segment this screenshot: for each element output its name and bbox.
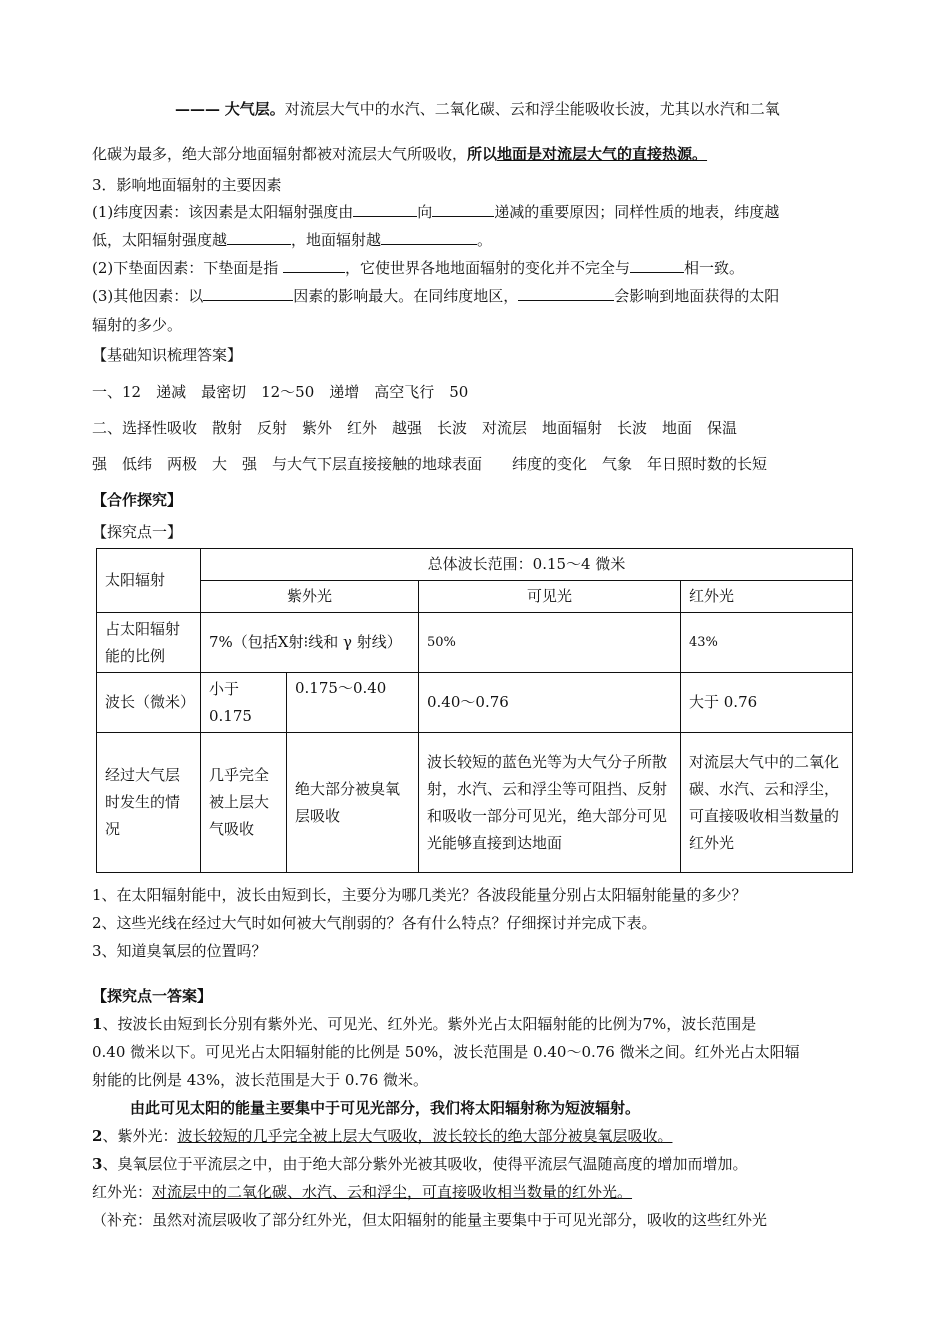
answer1-line-ir bbox=[92, 1182, 632, 1202]
answer1-ir-label: 红外光： bbox=[92, 1183, 153, 1201]
label-effect: 经过大气层时发生的情况 bbox=[97, 733, 201, 873]
question-2: 2、这些光线在经过大气时如何被大气削弱的？各有什么特点？仔细探讨并完成下表。 bbox=[92, 914, 657, 932]
answers-row-3: 强 低纬 两极 大 强 与大气下层直接接触的地球表面 纬度的变化 气象 年日照时数的长短 bbox=[92, 455, 768, 473]
table-row bbox=[97, 733, 853, 873]
header-total-range: 总体波长范围：0.15～4 微米 bbox=[201, 549, 853, 581]
p1-text-f: 。 bbox=[477, 231, 493, 249]
intro-emphasis: 所以 bbox=[467, 145, 498, 163]
table-row bbox=[97, 581, 853, 613]
answers-title: 【基础知识梳理答案】 bbox=[92, 346, 243, 364]
blank-7[interactable] bbox=[203, 286, 293, 301]
wave-ir: 大于 0.76 bbox=[681, 673, 853, 733]
p1-text-a: (1)纬度因素：该因素是太阳辐射强度由 bbox=[92, 203, 354, 221]
table-row bbox=[97, 549, 853, 581]
p1-text-d: 低，太阳辐射强度越 bbox=[92, 231, 228, 249]
p3-text-c: 会影响到地面获得的太阳 bbox=[614, 287, 780, 305]
header-solar-radiation: 太阳辐射 bbox=[97, 549, 201, 613]
answer1-text-1: 、按波长由短到长分别有紫外光、可见光、红外光。紫外光占太阳辐射能的比例为7%，波长范围是 bbox=[102, 1015, 757, 1033]
blank-6[interactable] bbox=[630, 258, 684, 273]
section3-p2 bbox=[92, 258, 744, 278]
effect-uv-short: 几乎完全被上层大气吸收 bbox=[201, 733, 287, 873]
answer1-uv-label: 、紫外光： bbox=[102, 1127, 178, 1145]
header-ir: 红外光 bbox=[681, 581, 853, 613]
answer1-num-1: 1 bbox=[92, 1015, 103, 1033]
p3-text-b: 因素的影响最大。在同纬度地区， bbox=[293, 287, 519, 305]
intro-key-statement: 地面是对流层大气的直接热源。 bbox=[497, 145, 708, 163]
share-uv: 7%（包括X射⁝线和 γ 射线） bbox=[201, 613, 419, 673]
share-visible: 50% bbox=[419, 613, 681, 673]
intro-heading: 大气层。 bbox=[224, 100, 285, 118]
p2-text-c: 相一致。 bbox=[684, 259, 745, 277]
answer1-uv-text: 波长较短的几乎完全被上层大气吸收，波长较长的绝大部分被臭氧层吸收。 bbox=[177, 1127, 673, 1145]
wave-uv-long: 0.175～0.40 bbox=[287, 673, 419, 733]
table-row bbox=[97, 613, 853, 673]
header-visible: 可见光 bbox=[419, 581, 681, 613]
cooperate-title: 【合作探究】 bbox=[92, 491, 183, 509]
answer1-num-2: 2 bbox=[92, 1127, 103, 1145]
effect-uv-long: 绝大部分被臭氧层吸收 bbox=[287, 733, 419, 873]
intro-dash: ——— bbox=[175, 100, 220, 118]
section3-p1-line1 bbox=[92, 202, 779, 222]
answer1-line-1 bbox=[92, 1014, 756, 1034]
p1-text-c: 递减的重要原因；同样性质的地表，纬度越 bbox=[494, 203, 780, 221]
answer1-title: 【探究点一答案】 bbox=[92, 987, 213, 1005]
section3-title: 3．影响地面辐射的主要因素 bbox=[92, 176, 282, 194]
answer1-line-ozone bbox=[92, 1154, 747, 1174]
answer1-num-3: 3 bbox=[92, 1155, 103, 1173]
answer1-ir-text: 对流层中的二氧化碳、水汽、云和浮尘，可直接吸收相当数量的红外光。 bbox=[152, 1183, 633, 1201]
blank-3[interactable] bbox=[227, 230, 291, 245]
answer1-line-3: 射能的比例是 43%，波长范围是大于 0.76 微米。 bbox=[92, 1071, 429, 1089]
answer1-line-uv bbox=[92, 1126, 672, 1146]
section3-p3-line2: 辐射的多少。 bbox=[92, 316, 183, 334]
point1-title: 【探究点一】 bbox=[92, 523, 183, 541]
blank-1[interactable] bbox=[353, 202, 417, 217]
section3-p1-line2 bbox=[92, 230, 492, 250]
answer1-supplement: （补充：虽然对流层吸收了部分红外光，但太阳辐射的能量主要集中于可见光部分，吸收的这些红外光 bbox=[92, 1211, 768, 1229]
p2-text-b: ，它使世界各地地面辐射的变化并不完全与 bbox=[345, 259, 631, 277]
answer1-ozone-text: 、臭氧层位于平流层之中，由于绝大部分紫外光被其吸收，使得平流层气温随高度的增加而增加。 bbox=[102, 1155, 748, 1173]
intro-line-1-text: 对流层大气中的水汽、二氧化碳、云和浮尘能吸收长波，尤其以水汽和二氧 bbox=[284, 100, 780, 118]
answer1-conclusion: 由此可见太阳的能量主要集中于可见光部分，我们将太阳辐射称为短波辐射。 bbox=[130, 1099, 641, 1117]
p1-text-b: 向 bbox=[417, 203, 433, 221]
label-share: 占太阳辐射能的比例 bbox=[97, 613, 201, 673]
table-row bbox=[97, 673, 853, 733]
section3-p3-line1 bbox=[92, 286, 779, 306]
answers-row-1: 一、12 递减 最密切 12～50 递增 高空飞行 50 bbox=[92, 383, 469, 401]
answers-row-2: 二、选择性吸收 散射 反射 紫外 红外 越强 长波 对流层 地面辐射 长波 地面 保温 bbox=[92, 419, 738, 437]
answer1-line-2: 0.40 微米以下。可见光占太阳辐射能的比例是 50%，波长范围是 0.40～0.76 微米之间。红外光占太阳辐 bbox=[92, 1043, 800, 1061]
wave-visible: 0.40～0.76 bbox=[419, 673, 681, 733]
blank-2[interactable] bbox=[432, 202, 494, 217]
blank-5[interactable] bbox=[283, 258, 345, 273]
p1-text-e: ，地面辐射越 bbox=[291, 231, 382, 249]
blank-8[interactable] bbox=[518, 286, 614, 301]
question-3: 3、知道臭氧层的位置吗？ bbox=[92, 942, 267, 960]
header-uv: 紫外光 bbox=[201, 581, 419, 613]
p3-text-a: (3)其他因素：以 bbox=[92, 287, 204, 305]
intro-line-2-text: 化碳为最多，绝大部分地面辐射都被对流层大气所吸收， bbox=[92, 145, 468, 163]
share-ir: 43% bbox=[681, 613, 853, 673]
effect-ir: 对流层大气中的二氧化碳、水汽、云和浮尘，可直接吸收相当数量的红外光 bbox=[681, 733, 853, 873]
p2-text-a: (2)下垫面因素：下垫面是指 bbox=[92, 259, 284, 277]
intro-line-1 bbox=[175, 99, 780, 119]
intro-line-2 bbox=[92, 144, 707, 164]
wave-uv-short: 小于 0.175 bbox=[201, 673, 287, 733]
effect-visible: 波长较短的蓝色光等为大气分子所散射，水汽、云和浮尘等可阻挡、反射和吸收一部分可见光，绝大部分可见光能够直接到达地面 bbox=[419, 733, 681, 873]
question-1: 1、在太阳辐射能中，波长由短到长，主要分为哪几类光？各波段能量分别占太阳辐射能量的多少？ bbox=[92, 886, 747, 904]
label-wavelength: 波长（微米） bbox=[97, 673, 201, 733]
blank-4[interactable] bbox=[381, 230, 477, 245]
solar-radiation-table bbox=[96, 548, 853, 873]
